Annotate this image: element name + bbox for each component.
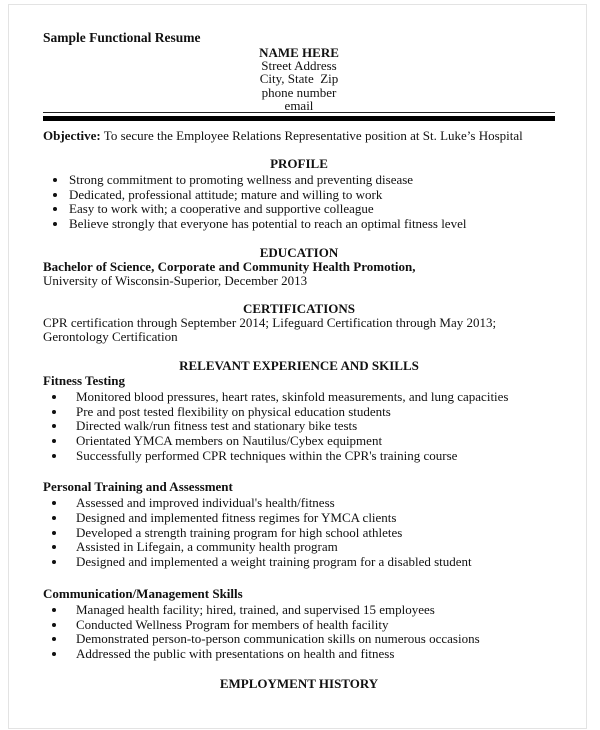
certifications-heading: CERTIFICATIONS [243, 300, 355, 316]
experience-bullet-item: • Demonstrated person-to-person communication skills on numerous occasions [67, 632, 555, 647]
profile-bullet-item: • Strong commitment to promoting wellness and preventing disease [68, 173, 555, 188]
contact-street-address: Street Address [261, 58, 337, 74]
objective-text: To secure the Employee Relations Representative position at St. Luke’s Hospital [103, 128, 523, 144]
experience-bullet-item: • Directed walk/run fitness test and stationary bike tests [67, 419, 555, 434]
experience-bullet-item: • Addressed the public with presentations on health and fitness [67, 647, 555, 662]
contact-city-state-zip: City, State Zip [259, 71, 339, 87]
experience-bullet-item: • Developed a strength training program for high school athletes [67, 526, 555, 541]
group-title: Communication/Management Skills [43, 585, 243, 601]
objective-label: Objective: [43, 128, 101, 144]
experience-bullet-item: • Conducted Wellness Program for members of health facility [67, 618, 555, 633]
profile-list [43, 173, 555, 232]
education-heading: EDUCATION [259, 244, 339, 260]
contact-phone: phone number [261, 84, 337, 100]
resume-page [43, 0, 555, 691]
experience-bullet-item: • Designed and implemented fitness regimes for YMCA clients [67, 511, 555, 526]
contact-email: email [284, 97, 314, 113]
experience-bullet-item: • Managed health facility; hired, trained, and supervised 15 employees [67, 603, 555, 618]
document-title: Sample Functional Resume [43, 30, 201, 45]
employment-history-heading: EMPLOYMENT HISTORY [219, 675, 379, 691]
experience-heading: RELEVANT EXPERIENCE AND SKILLS [179, 357, 419, 373]
group-title: Personal Training and Assessment [43, 479, 233, 495]
group-bullet-list [43, 496, 555, 570]
group-bullet-list [43, 390, 555, 464]
experience-bullet-item: • Orientated YMCA members on Nautilus/Cybex equipment [67, 434, 555, 449]
certifications-text: CPR certification through September 2014; Lifeguard Certification through May 2013; Gerontology Certification [43, 314, 497, 344]
experience-bullet-item: • Assessed and improved individual's health/fitness [67, 496, 555, 511]
experience-group-personal-training [43, 479, 555, 570]
experience-bullet-item: • Designed and implemented a weight training program for a disabled student [67, 555, 555, 570]
objective-paragraph [43, 129, 555, 143]
experience-bullet-item: • Pre and post tested flexibility on physical education students [67, 405, 555, 420]
group-title: Fitness Testing [43, 372, 125, 388]
experience-group-communication-management [43, 586, 555, 662]
contact-block [43, 46, 555, 113]
profile-bullet-item: • Easy to work with; a cooperative and supportive colleague [68, 202, 555, 217]
contact-name: NAME HERE [259, 45, 339, 60]
group-bullet-list [43, 603, 555, 662]
experience-bullet-item: • Assisted in Lifegain, a community health program [67, 540, 555, 555]
profile-bullet-item: • Dedicated, professional attitude; mature and willing to work [68, 188, 555, 203]
experience-bullet-item: • Successfully performed CPR techniques within the CPR's training course [67, 449, 555, 464]
experience-bullet-item: • Monitored blood pressures, heart rates, skinfold measurements, and lung capacities [67, 390, 555, 405]
header-divider-rule [43, 116, 555, 121]
profile-heading: PROFILE [270, 156, 328, 172]
education-degree: Bachelor of Science, Corporate and Community Health Promotion, [43, 258, 416, 274]
profile-bullet-item: • Believe strongly that everyone has potential to reach an optimal fitness level [68, 217, 555, 232]
education-school: University of Wisconsin-Superior, December 2013 [43, 272, 308, 288]
experience-group-fitness-testing [43, 373, 555, 464]
